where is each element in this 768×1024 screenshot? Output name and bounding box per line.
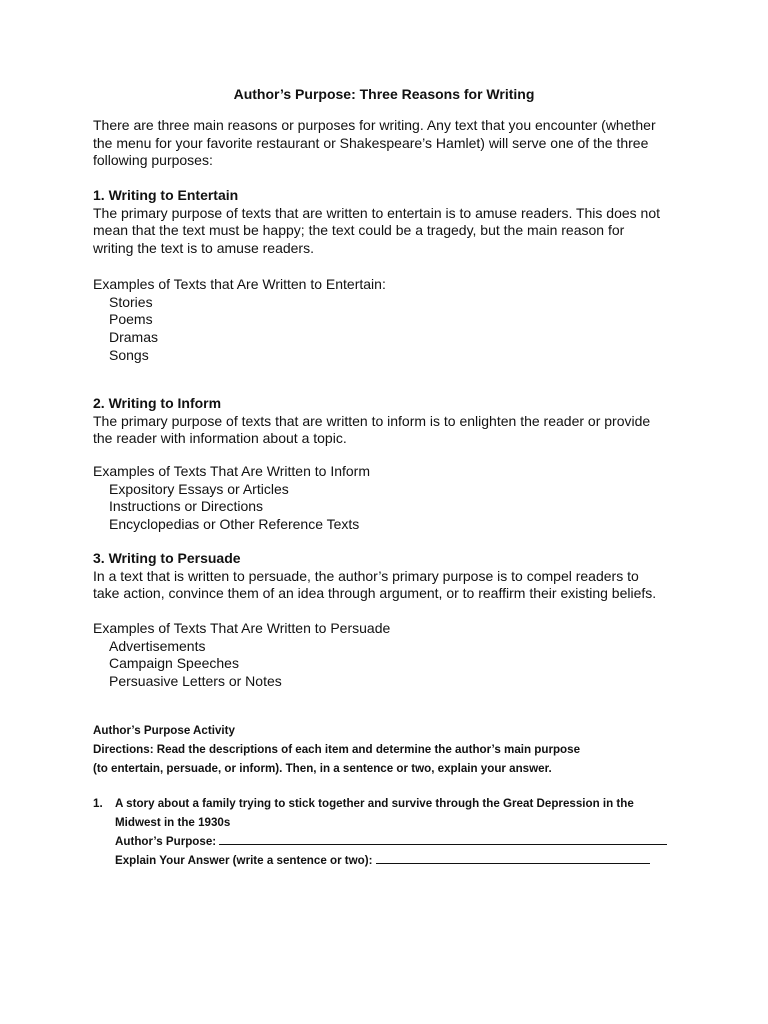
examples-label: Examples of Texts That Are Written to Inform: [93, 463, 371, 479]
item-text-line: A story about a family trying to stick together and survive through the Great Depression in the: [115, 797, 634, 810]
item-number: 1.: [93, 797, 103, 810]
examples-label: Examples of Texts That Are Written to Persuade: [93, 620, 391, 636]
section-text-line: the reader with information about a topic.: [93, 430, 347, 447]
directions-line: (to entertain, persuade, or inform). Then, in a sentence or two, explain your answer.: [93, 762, 552, 775]
examples-persuade: [93, 620, 683, 691]
section-entertain: [93, 187, 683, 257]
section-heading: 1. Writing to Entertain: [93, 187, 239, 203]
examples-inform: [93, 463, 683, 534]
section-text-line: In a text that is written to persuade, the author’s primary purpose is to compel readers to: [93, 567, 639, 584]
examples-entertain: [93, 276, 683, 365]
list-item: Campaign Speeches: [109, 655, 239, 672]
activity-title: Author’s Purpose Activity: [93, 724, 235, 737]
examples-list: [93, 638, 683, 691]
list-item: Songs: [109, 346, 149, 363]
section-persuade: [93, 550, 683, 603]
page-title: Author’s Purpose: Three Reasons for Writing: [233, 86, 535, 102]
examples-list: [93, 481, 683, 534]
list-item: Poems: [109, 311, 153, 328]
list-item: Expository Essays or Articles: [109, 480, 289, 497]
directions-line: Directions: Read the descriptions of each item and determine the author’s main purpose: [93, 743, 581, 756]
list-item: Dramas: [109, 329, 159, 346]
section-text-line: mean that the text must be happy; the text could be a tragedy, but the main reason for: [93, 222, 625, 239]
purpose-answer-blank[interactable]: [219, 833, 667, 845]
explain-answer-blank[interactable]: [376, 852, 650, 864]
section-inform: [93, 395, 683, 448]
activity-section: [93, 721, 693, 778]
section-text-line: writing the text is to amuse readers.: [93, 239, 314, 256]
intro-paragraph: [93, 117, 683, 170]
list-item: Encyclopedias or Other Reference Texts: [109, 516, 360, 533]
purpose-line: [115, 832, 693, 851]
list-item: Advertisements: [109, 637, 206, 654]
section-heading: 2. Writing to Inform: [93, 395, 222, 411]
list-item: Instructions or Directions: [109, 498, 264, 515]
purpose-label: Author’s Purpose:: [115, 835, 217, 848]
item-text-line: Midwest in the 1930s: [115, 816, 231, 829]
intro-line: following purposes:: [93, 152, 213, 169]
section-text-line: The primary purpose of texts that are written to inform is to enlighten the reader or provide: [93, 412, 651, 429]
intro-line: There are three main reasons or purposes for writing. Any text that you encounter (whether: [93, 117, 656, 133]
intro-line: the menu for your favorite restaurant or Shakespeare’s Hamlet) will serve one of the three: [93, 134, 649, 151]
examples-list: [93, 294, 683, 365]
section-heading: 3. Writing to Persuade: [93, 550, 241, 566]
list-item: Stories: [109, 293, 153, 310]
explain-line: [115, 851, 693, 870]
explain-label: Explain Your Answer (write a sentence or two):: [115, 854, 373, 867]
section-text-line: take action, convince them of an idea through argument, or to reaffirm their existing beliefs.: [93, 585, 657, 602]
examples-label: Examples of Texts that Are Written to Entertain:: [93, 276, 386, 292]
section-text-line: The primary purpose of texts that are written to entertain is to amuse readers. This does not: [93, 204, 661, 221]
activity-item: [93, 794, 693, 870]
list-item: Persuasive Letters or Notes: [109, 673, 282, 690]
